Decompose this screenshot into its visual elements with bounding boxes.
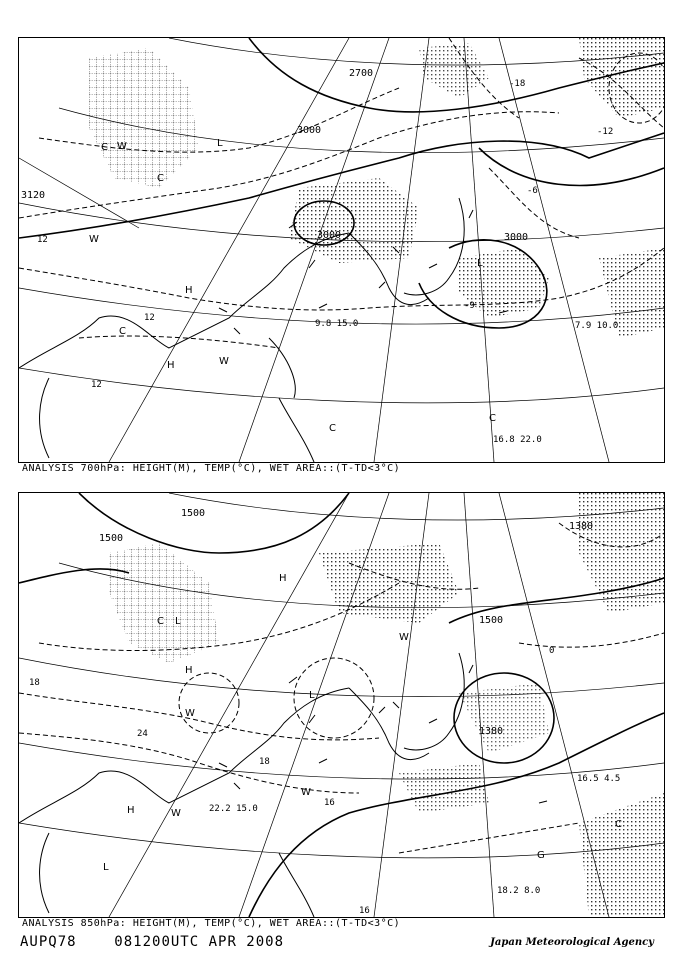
wet-areas bbox=[109, 493, 664, 917]
high-pressure-symbol: H bbox=[279, 573, 287, 584]
low-pressure-symbol: L bbox=[309, 690, 315, 701]
high-pressure-symbol: H bbox=[127, 805, 135, 816]
isotherm-label: -6 bbox=[527, 186, 538, 196]
high-pressure-symbol: H bbox=[185, 665, 193, 676]
agency-credit: Japan Meteorological Agency bbox=[490, 937, 654, 948]
height-label: 3120 bbox=[21, 190, 46, 201]
height-label: 1500 bbox=[479, 615, 504, 626]
isotherm-label: 12 bbox=[91, 380, 102, 390]
height-label: 2700 bbox=[349, 68, 374, 79]
height-label: 1500 bbox=[181, 508, 206, 519]
isotherm-label: 0 bbox=[549, 646, 555, 656]
caption-850hpa: ANALYSIS 850hPa: HEIGHT(M), TEMP(°C), WET AREA::(T-TD<3°C) bbox=[22, 918, 401, 929]
isotherm-label: -18 bbox=[509, 79, 526, 89]
height-label: 3000 bbox=[317, 230, 342, 241]
low-pressure-symbol: L bbox=[103, 862, 109, 873]
map-850hpa bbox=[19, 493, 664, 917]
isotherm-label: -12 bbox=[597, 127, 614, 137]
cold-symbol: C bbox=[489, 413, 496, 424]
isotherm-label: 24 bbox=[137, 729, 148, 739]
cold-symbol: C bbox=[329, 423, 336, 434]
height-label: 1500 bbox=[99, 533, 124, 544]
cold-symbol: C bbox=[119, 326, 126, 337]
chart-header-code bbox=[20, 934, 284, 950]
warm-symbol: W bbox=[301, 787, 311, 798]
station-value: 22.2 15.0 bbox=[209, 804, 258, 814]
station-value: 16.8 22.0 bbox=[493, 435, 542, 445]
warm-symbol: W bbox=[117, 141, 127, 152]
isotherm-label: 18 bbox=[259, 757, 270, 767]
low-pressure-symbol: L bbox=[477, 258, 483, 269]
isotherm-label: 12 bbox=[144, 313, 155, 323]
station-value: 9.8 15.0 bbox=[315, 319, 359, 329]
caption-700hpa: ANALYSIS 700hPa: HEIGHT(M), TEMP(°C), WET AREA::(T-TD<3°C) bbox=[22, 463, 401, 474]
warm-symbol: W bbox=[399, 632, 409, 643]
cold-symbol: C bbox=[157, 616, 164, 627]
height-label: 3000 bbox=[297, 125, 322, 136]
low-pressure-symbol: L bbox=[217, 138, 223, 149]
cold-symbol: C bbox=[615, 819, 622, 830]
isotherm-label: -9 bbox=[464, 301, 475, 311]
grade-symbol: G bbox=[537, 850, 545, 861]
isotherm-label: 18 bbox=[29, 678, 40, 688]
isotherm-label: 16 bbox=[324, 798, 335, 808]
coastline bbox=[19, 653, 464, 917]
isotherm-label: 16 bbox=[359, 906, 370, 916]
height-label: 1380 bbox=[479, 726, 504, 737]
isotherm-label: 12 bbox=[37, 235, 48, 245]
high-pressure-symbol: H bbox=[167, 360, 175, 371]
station-value: 16.5 4.5 bbox=[577, 774, 621, 784]
map-panel-850hpa bbox=[18, 492, 665, 918]
cold-symbol: C bbox=[101, 142, 108, 153]
map-panel-700hpa bbox=[18, 37, 665, 463]
station-value: 7.9 10.0 bbox=[575, 321, 619, 331]
analysis-datetime: 081200UTC APR 2008 bbox=[114, 934, 285, 950]
map-700hpa bbox=[19, 38, 664, 462]
product-code: AUPQ78 bbox=[20, 934, 77, 950]
warm-symbol: W bbox=[171, 808, 181, 819]
warm-symbol: W bbox=[185, 708, 195, 719]
warm-symbol: W bbox=[219, 356, 229, 367]
cold-symbol: C bbox=[157, 173, 164, 184]
height-label: 3000 bbox=[504, 232, 529, 243]
high-pressure-symbol: H bbox=[185, 285, 193, 296]
station-value: 18.2 8.0 bbox=[497, 886, 541, 896]
warm-symbol: W bbox=[89, 234, 99, 245]
height-label: 1380 bbox=[569, 521, 594, 532]
low-pressure-symbol: L bbox=[175, 616, 181, 627]
